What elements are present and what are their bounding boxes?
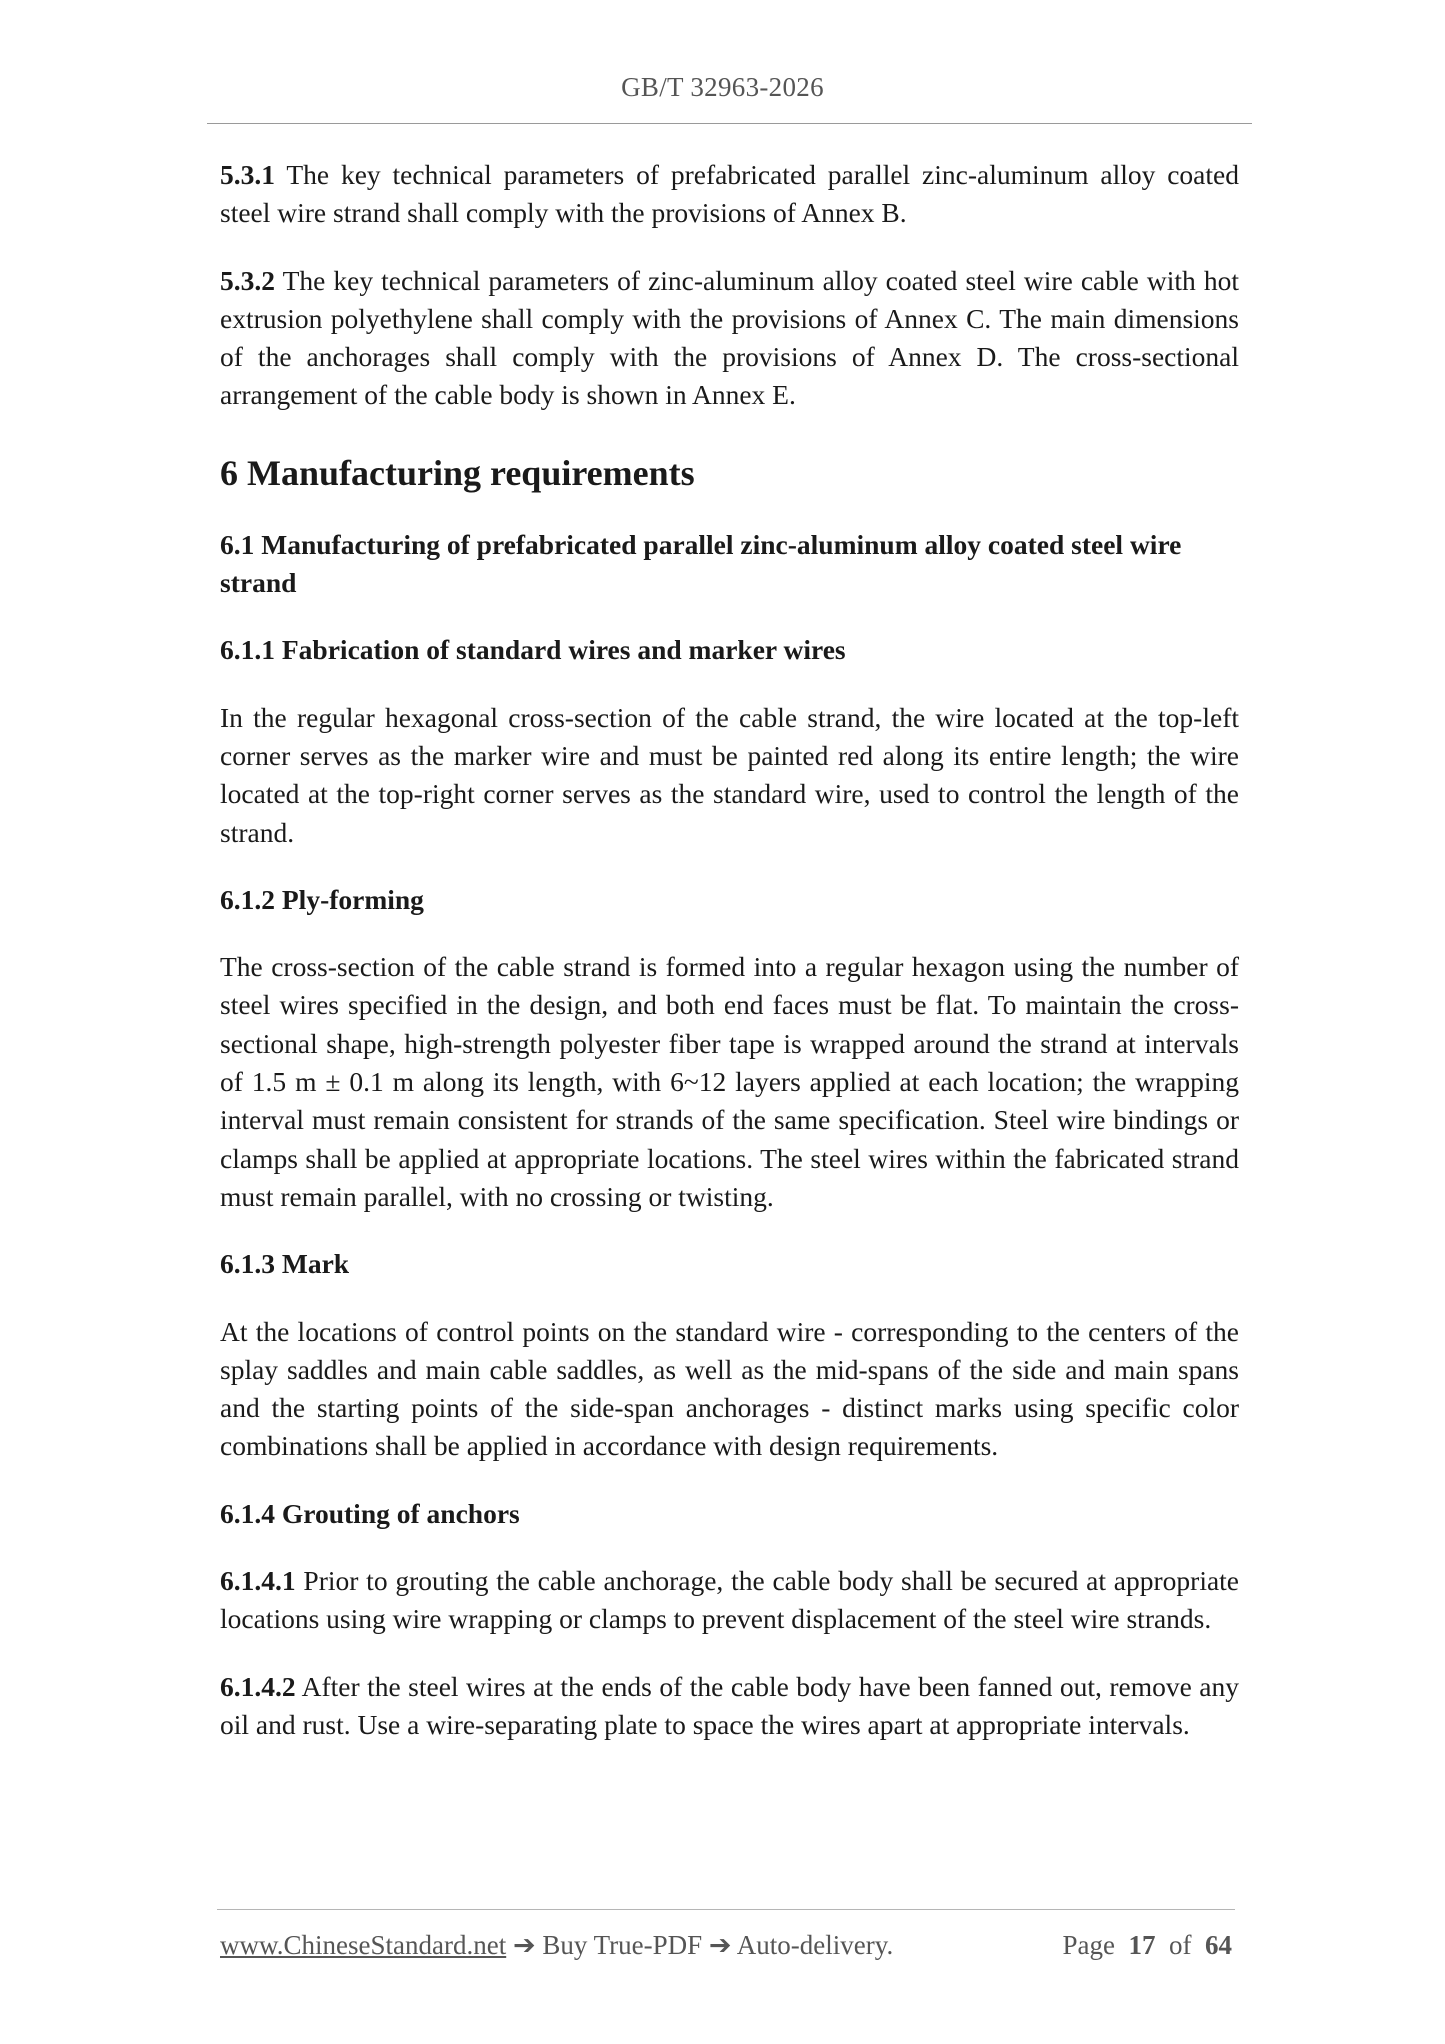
delivery-text: Auto-delivery.: [736, 1930, 894, 1960]
section-6-1-1-heading: 6.1.1 Fabrication of standard wires and marker wires: [220, 634, 846, 666]
footer-promo: [220, 1930, 893, 1961]
section-6-1-1-text: In the regular hexagonal cross-section of the cable strand, the wire located at the top-left corner serves as the marker wire and must be painted red along its entire length; the wire located at the top-right corner serves as the standard wire, used to control the length of the strand.: [220, 701, 1239, 848]
clause-text: After the steel wires at the ends of the cable body have been fanned out, remove any oil and rust. Use a wire-separating plate to space the wires apart at appropriate intervals.: [220, 1670, 1240, 1740]
section-6-1-2-heading: 6.1.2 Ply-forming: [220, 883, 424, 915]
clause-5-3-2: [220, 262, 1239, 415]
section-6-1-4-heading: 6.1.4 Grouting of anchors: [220, 1497, 520, 1529]
clause-6-1-4-1: [220, 1562, 1239, 1639]
section-6-1-heading: 6.1 Manufacturing of prefabricated parallel zinc-aluminum alloy coated steel wire strand: [220, 528, 1182, 599]
clause-number: 5.3.1: [220, 159, 275, 190]
page-number: [1063, 1930, 1232, 1961]
arrow-right-icon: ➔: [708, 1930, 732, 1960]
section-6-heading: 6 Manufacturing requirements: [220, 452, 695, 493]
clause-text: The key technical parameters of prefabricated parallel zinc-aluminum alloy coated steel wire strand shall comply with the provisions of Annex B.: [220, 159, 1239, 229]
site-link[interactable]: www.ChineseStandard.net: [220, 1930, 507, 1960]
section-6-1-3-heading: 6.1.3 Mark: [220, 1248, 350, 1280]
clause-number: 5.3.2: [220, 264, 275, 296]
page-label: Page: [1062, 1930, 1115, 1960]
clause-6-1-4-2: [220, 1668, 1239, 1745]
section-6-1-3-text: At the locations of control points on the standard wire - corresponding to the centers of the splay saddles and main cable saddles, as well as the mid-spans of the side and main spans and the starting points of the side-span anchorages - distinct marks using specific color combinations shall be applied in accordance with design requirements.: [220, 1315, 1239, 1462]
page-total: 64: [1205, 1930, 1232, 1960]
page-current: 17: [1128, 1930, 1156, 1960]
page-header: GB/T 32963-2026: [621, 72, 824, 102]
clause-number: 6.1.4.2: [220, 1670, 296, 1702]
clause-text: Prior to grouting the cable anchorage, the cable body shall be secured at appropriate locations using wire wrapping or clamps to prevent displacement of the steel wire strands.: [220, 1565, 1240, 1635]
clause-number: 6.1.4.1: [220, 1565, 296, 1597]
page-of: of: [1169, 1930, 1192, 1960]
buy-text: Buy True-PDF: [542, 1930, 703, 1960]
arrow-right-icon: ➔: [512, 1930, 536, 1960]
footer-divider: [217, 1909, 1235, 1910]
clause-5-3-1: [220, 156, 1239, 233]
clause-text: The key technical parameters of zinc-aluminum alloy coated steel wire cable with hot extrusion polyethylene shall comply with the provisions of Annex C. The main dimensions of the anchorages shall comply with the provisions of Annex D. The cross-sectional arrangement of the cable body is shown in Annex E.: [220, 264, 1239, 411]
document-body: [220, 156, 1239, 1773]
header-divider: [207, 123, 1252, 124]
section-6-1-2-text: The cross-section of the cable strand is formed into a regular hexagon using the number of steel wires specified in the design, and both end faces must be flat. To maintain the cross-sectional shape, high-strength polyester fiber tape is wrapped around the strand at intervals of 1.5 m ± 0.1 m along its length, with 6~12 layers applied at each location; the wrapping interval must remain consistent for strands of the same specification. Steel wire bindings or clamps shall be applied at appropriate locations. The steel wires within the fabricated strand must remain parallel, with no crossing or twisting.: [220, 951, 1239, 1212]
